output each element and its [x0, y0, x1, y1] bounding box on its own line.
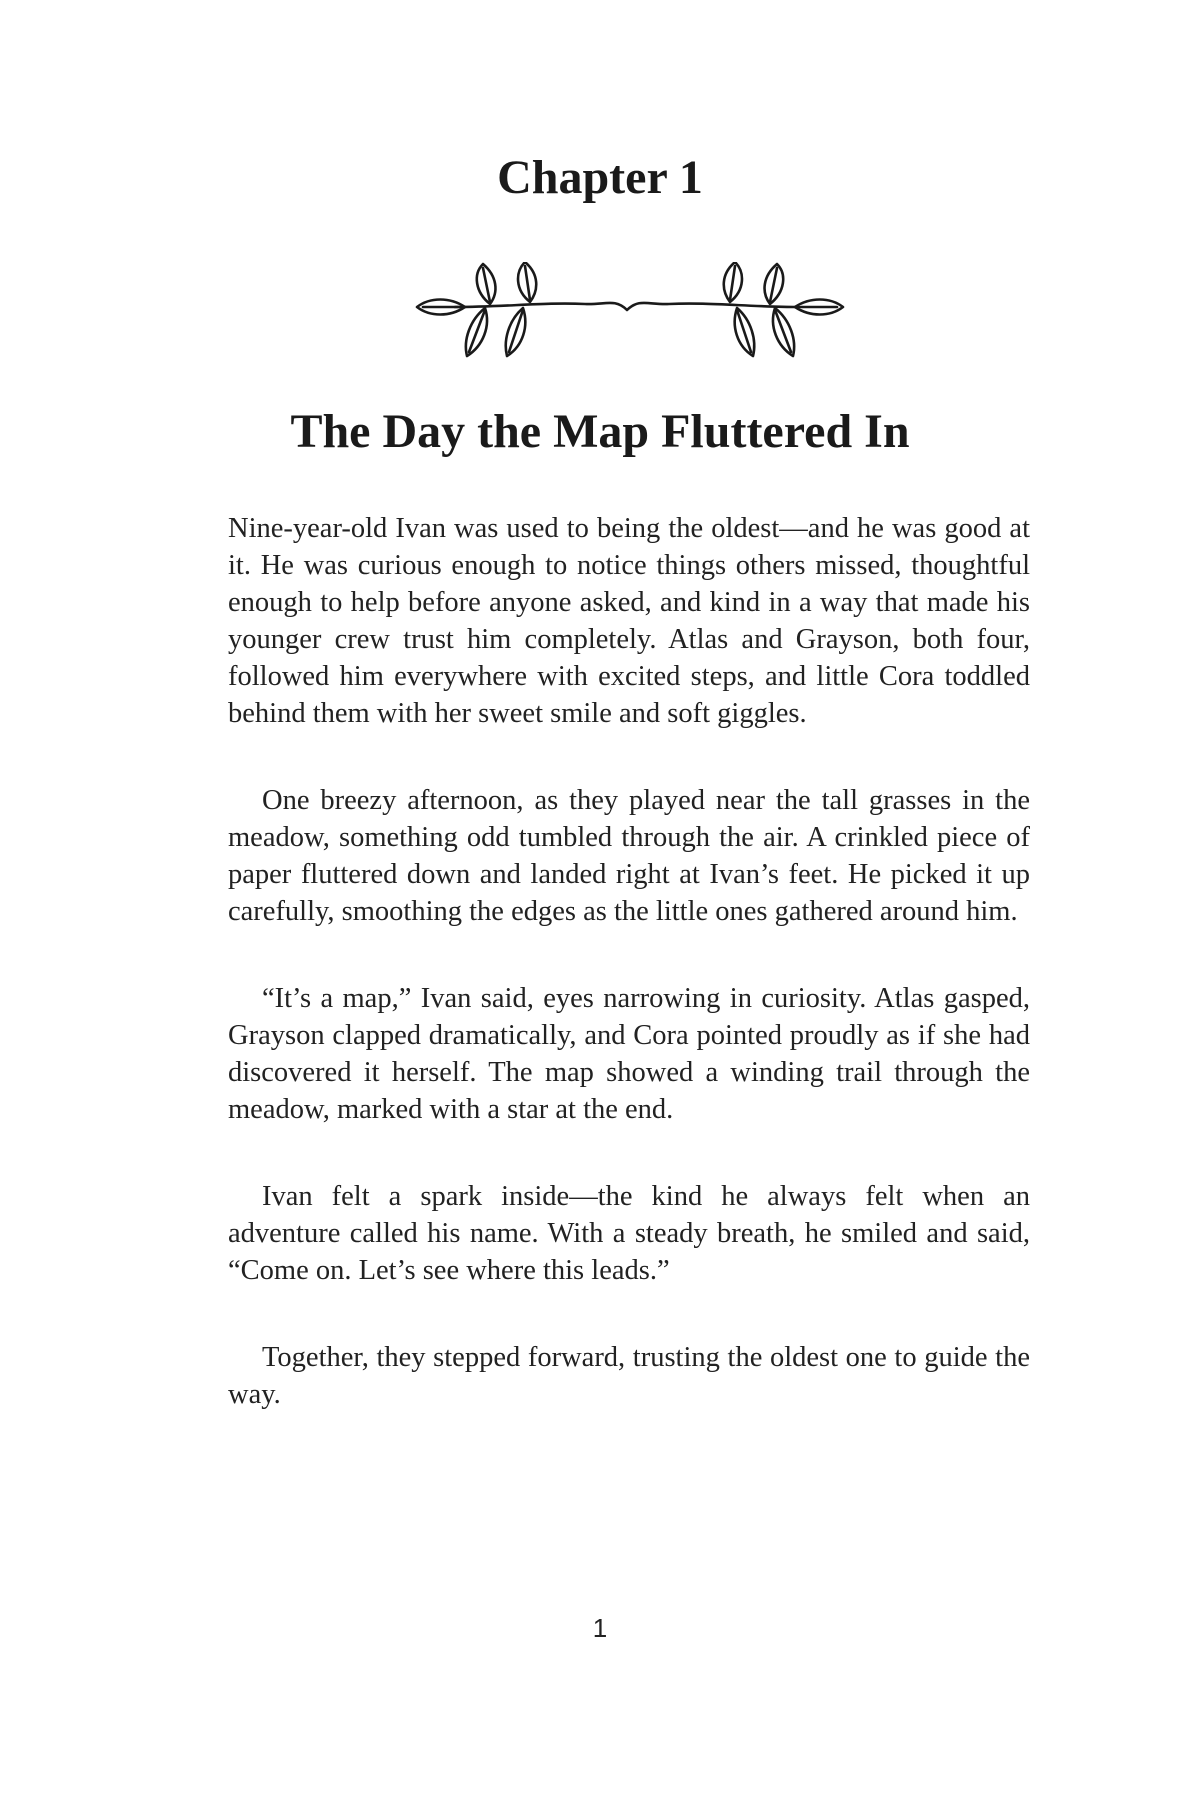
paragraph: One breezy afternoon, as they played near the tall grasses in the meadow, something odd tumbled through the air. A crinkled piece of paper fluttered down and landed right at Ivan’s feet. He picked it up carefully, smoothing the edges as the little ones gathered around him.	[228, 785, 1030, 927]
paragraph: Together, they stepped forward, trusting the oldest one to guide the way.	[228, 1342, 1030, 1410]
leaf-vine-divider-icon	[415, 262, 845, 362]
chapter-heading: Chapter 1	[497, 151, 703, 204]
chapter-title: The Day the Map Fluttered In	[290, 405, 910, 458]
paragraph: Nine-year-old Ivan was used to being the oldest—and he was good at it. He was curious enough to notice things others missed, thoughtful enough to help before anyone asked, and kind in a way that made his younger crew trust him completely. Atlas and Grayson, both four, followed him everywhere with excited steps, and little Cora toddled behind them with her sweet smile and soft giggles.	[228, 513, 1030, 729]
chapter-body	[228, 510, 1030, 1463]
paragraph: “It’s a map,” Ivan said, eyes narrowing in curiosity. Atlas gasped, Grayson clapped dramatically, and Cora pointed proudly as if she had discovered it herself. The map showed a winding trail through the meadow, marked with a star at the end.	[228, 983, 1030, 1125]
paragraph: Ivan felt a spark inside—the kind he always felt when an adventure called his name. With a steady breath, he smiled and said, “Come on. Let’s see where this leads.”	[228, 1181, 1030, 1286]
page-number: 1	[592, 1613, 608, 1643]
